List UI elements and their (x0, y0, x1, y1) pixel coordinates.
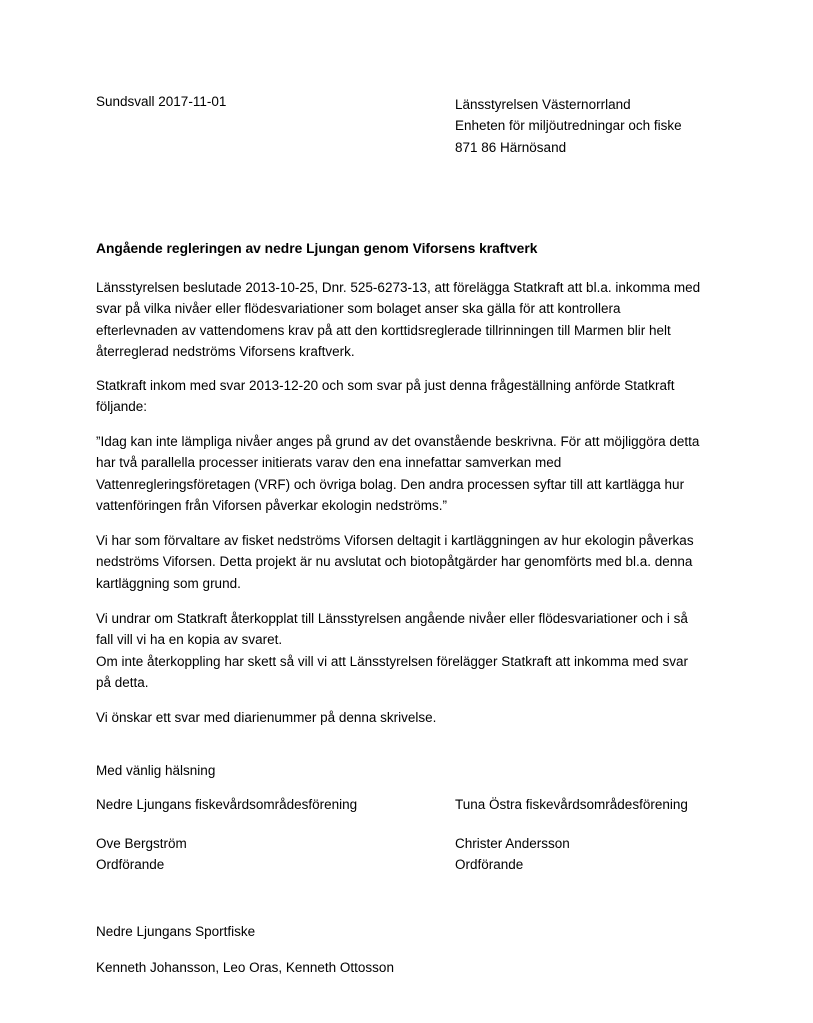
paragraph-line: Vi önskar ett svar med diarienummer på denna skrivelse. (96, 710, 437, 725)
paragraph-line: har två parallella processer initierats varav den ena innefattar samverkan med (96, 455, 562, 471)
body-paragraph-6 (96, 707, 736, 728)
signers-third: Kenneth Johansson, Leo Oras, Kenneth Ottosson (96, 960, 394, 975)
body-paragraph-1 (96, 277, 736, 363)
body-paragraph-5 (96, 608, 736, 694)
recipient-line: Länsstyrelsen Västernorrland (455, 97, 631, 112)
signer-left (96, 833, 187, 876)
paragraph-line: svar på vilka nivåer eller flödesvariationer som bolaget anser ska gälla för att kontrollera (96, 301, 621, 317)
paragraph-line: fall vill vi ha en kopia av svaret. (96, 632, 283, 648)
body-paragraph-2 (96, 375, 736, 418)
recipient-address (455, 94, 682, 158)
subject-heading: Angående regleringen av nedre Ljungan genom Viforsens kraftverk (96, 241, 538, 256)
paragraph-line: Vi undrar om Statkraft återkopplat till Länsstyrelsen angående nivåer eller flödesvariationer och i så (96, 611, 688, 626)
signer-name: Ove Bergström (96, 836, 187, 851)
paragraph-line: på detta. (96, 675, 149, 691)
paragraph-line: Vattenregleringsföretagen (VRF) och övriga bolag. Den andra processen syftar till att kartlägga hur (96, 476, 685, 492)
paragraph-line: Om inte återkoppling har skett så vill vi att Länsstyrelsen förelägger Statkraft att inkomma med svar (96, 653, 689, 669)
paragraph-line: Länsstyrelsen beslutade 2013-10-25, Dnr. 525-6273-13, att förelägga Statkraft att bl.a. inkomma med (96, 280, 701, 295)
paragraph-line: återreglerad nedströms Viforsens kraftverk. (96, 344, 355, 360)
signer-title: Ordförande (96, 857, 165, 873)
paragraph-line: Statkraft inkom med svar 2013-12-20 och som svar på just denna frågeställning anförde Statkraft (96, 378, 675, 393)
signer-name: Christer Andersson (455, 836, 570, 851)
body-paragraph-4 (96, 530, 736, 594)
paragraph-line: kartläggning som grund. (96, 575, 241, 591)
paragraph-line: vattenföringen från Viforsen påverkar ekologin nedströms.” (96, 498, 447, 514)
recipient-line: Enheten för miljöutredningar och fiske (455, 118, 682, 134)
signer-title: Ordförande (455, 857, 524, 873)
paragraph-line: ”Idag kan inte lämpliga nivåer anges på grund av det ovanstående beskrivna. För att möjliggöra detta (96, 434, 700, 449)
paragraph-line: efterlevnaden av vattendomens krav på att den korttidsreglerade tillrinningen till Marmen blir helt (96, 322, 671, 338)
paragraph-line: nedströms Viforsen. Detta projekt är nu avslutat och biotopåtgärder har genomförts med bl.a. denna (96, 554, 693, 570)
closing-greeting: Med vänlig hälsning (96, 763, 216, 778)
organization-third: Nedre Ljungans Sportfiske (96, 924, 256, 939)
signer-right (455, 833, 570, 876)
organization-left: Nedre Ljungans fiskevårdsområdesförening (96, 797, 358, 812)
paragraph-line: Vi har som förvaltare av fisket nedströms Viforsen deltagit i kartläggningen av hur ekologin påverkas (96, 533, 694, 548)
paragraph-line: följande: (96, 399, 148, 415)
body-quote-paragraph (96, 431, 736, 517)
organization-right: Tuna Östra fiskevårdsområdesförening (455, 797, 688, 812)
recipient-line: 871 86 Härnösand (455, 139, 567, 155)
place-date: Sundsvall 2017-11-01 (96, 94, 227, 109)
